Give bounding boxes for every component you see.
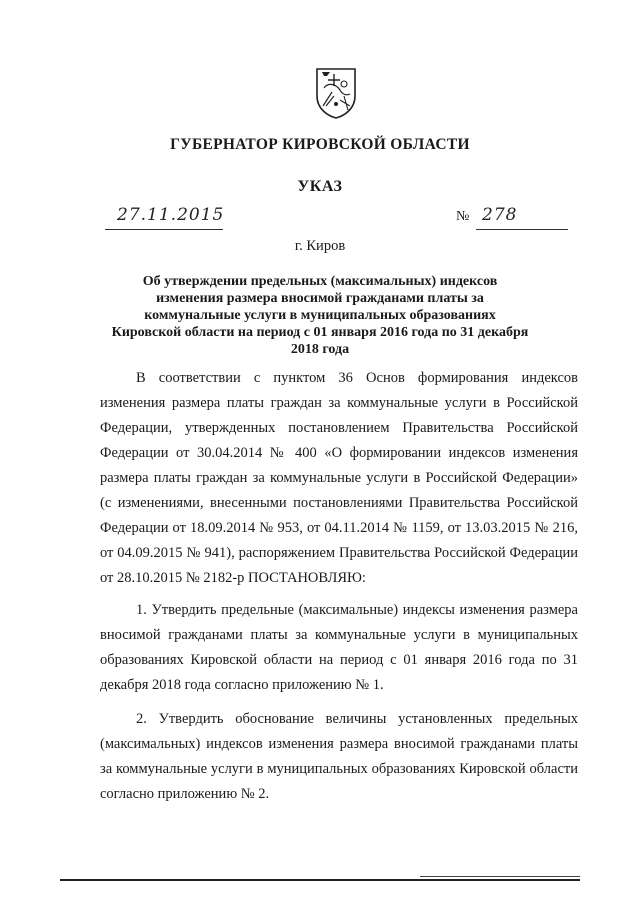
body-paragraph: В соответствии с пунктом 36 Основ формирования индексов изменения размера платы граждан за коммунальные услуги в Российской Федерации, утвержденных постановлением Правительства Российской Федерации от 30.04.2014 № 400 «О формировании индексов изменения размера платы граждан за коммунальные услуги в Российской Федерации» (с изменениями, внесенными постановлениями Правительства Российской Федерации от 18.09.2014 № 953, от 04.11.2014 № 1159, от 13.03.2015 № 216, от 04.09.2015 № 941), распоряжением Правительства Российской Федерации от 28.10.2015 № 2182-р ПОСТАНОВЛЯЮ: — [100, 370, 578, 586]
document-heading: Об утверждении предельных (максимальных) индексов изменения размера вносимой гражданами платы за коммунальные услуги в муниципальных образованиях Кировской области на период с 01 января 2016 года по 31 декабря 2018 года — [111, 274, 529, 357]
number-label: № — [456, 209, 470, 224]
governor-title: ГУБЕРНАТОР КИРОВСКОЙ ОБЛАСТИ — [170, 136, 470, 153]
document-type: УКАЗ — [297, 178, 343, 195]
document-date: 27.11.2015 — [117, 205, 225, 225]
date-field — [105, 205, 223, 230]
footer-divider-secondary — [420, 876, 580, 877]
footer-divider — [60, 879, 580, 881]
city: г. Киров — [294, 238, 346, 254]
body-paragraph: 2. Утвердить обоснование величины установленных предельных (максимальных) индексов изменения размера вносимой гражданами платы за коммунальные услуги в муниципальных образованиях Кировской области согласно приложению № 2. — [100, 711, 578, 802]
document-number: 278 — [482, 205, 518, 225]
kirov-coat-of-arms-icon — [314, 66, 358, 120]
body-paragraph: 1. Утвердить предельные (максимальные) индексы изменения размера вносимой гражданами платы за коммунальные услуги в муниципальных образованиях Кировской области на период с 01 января 2016 года по 31 декабря 2018 года согласно приложению № 1. — [100, 602, 578, 693]
number-field — [476, 205, 568, 230]
